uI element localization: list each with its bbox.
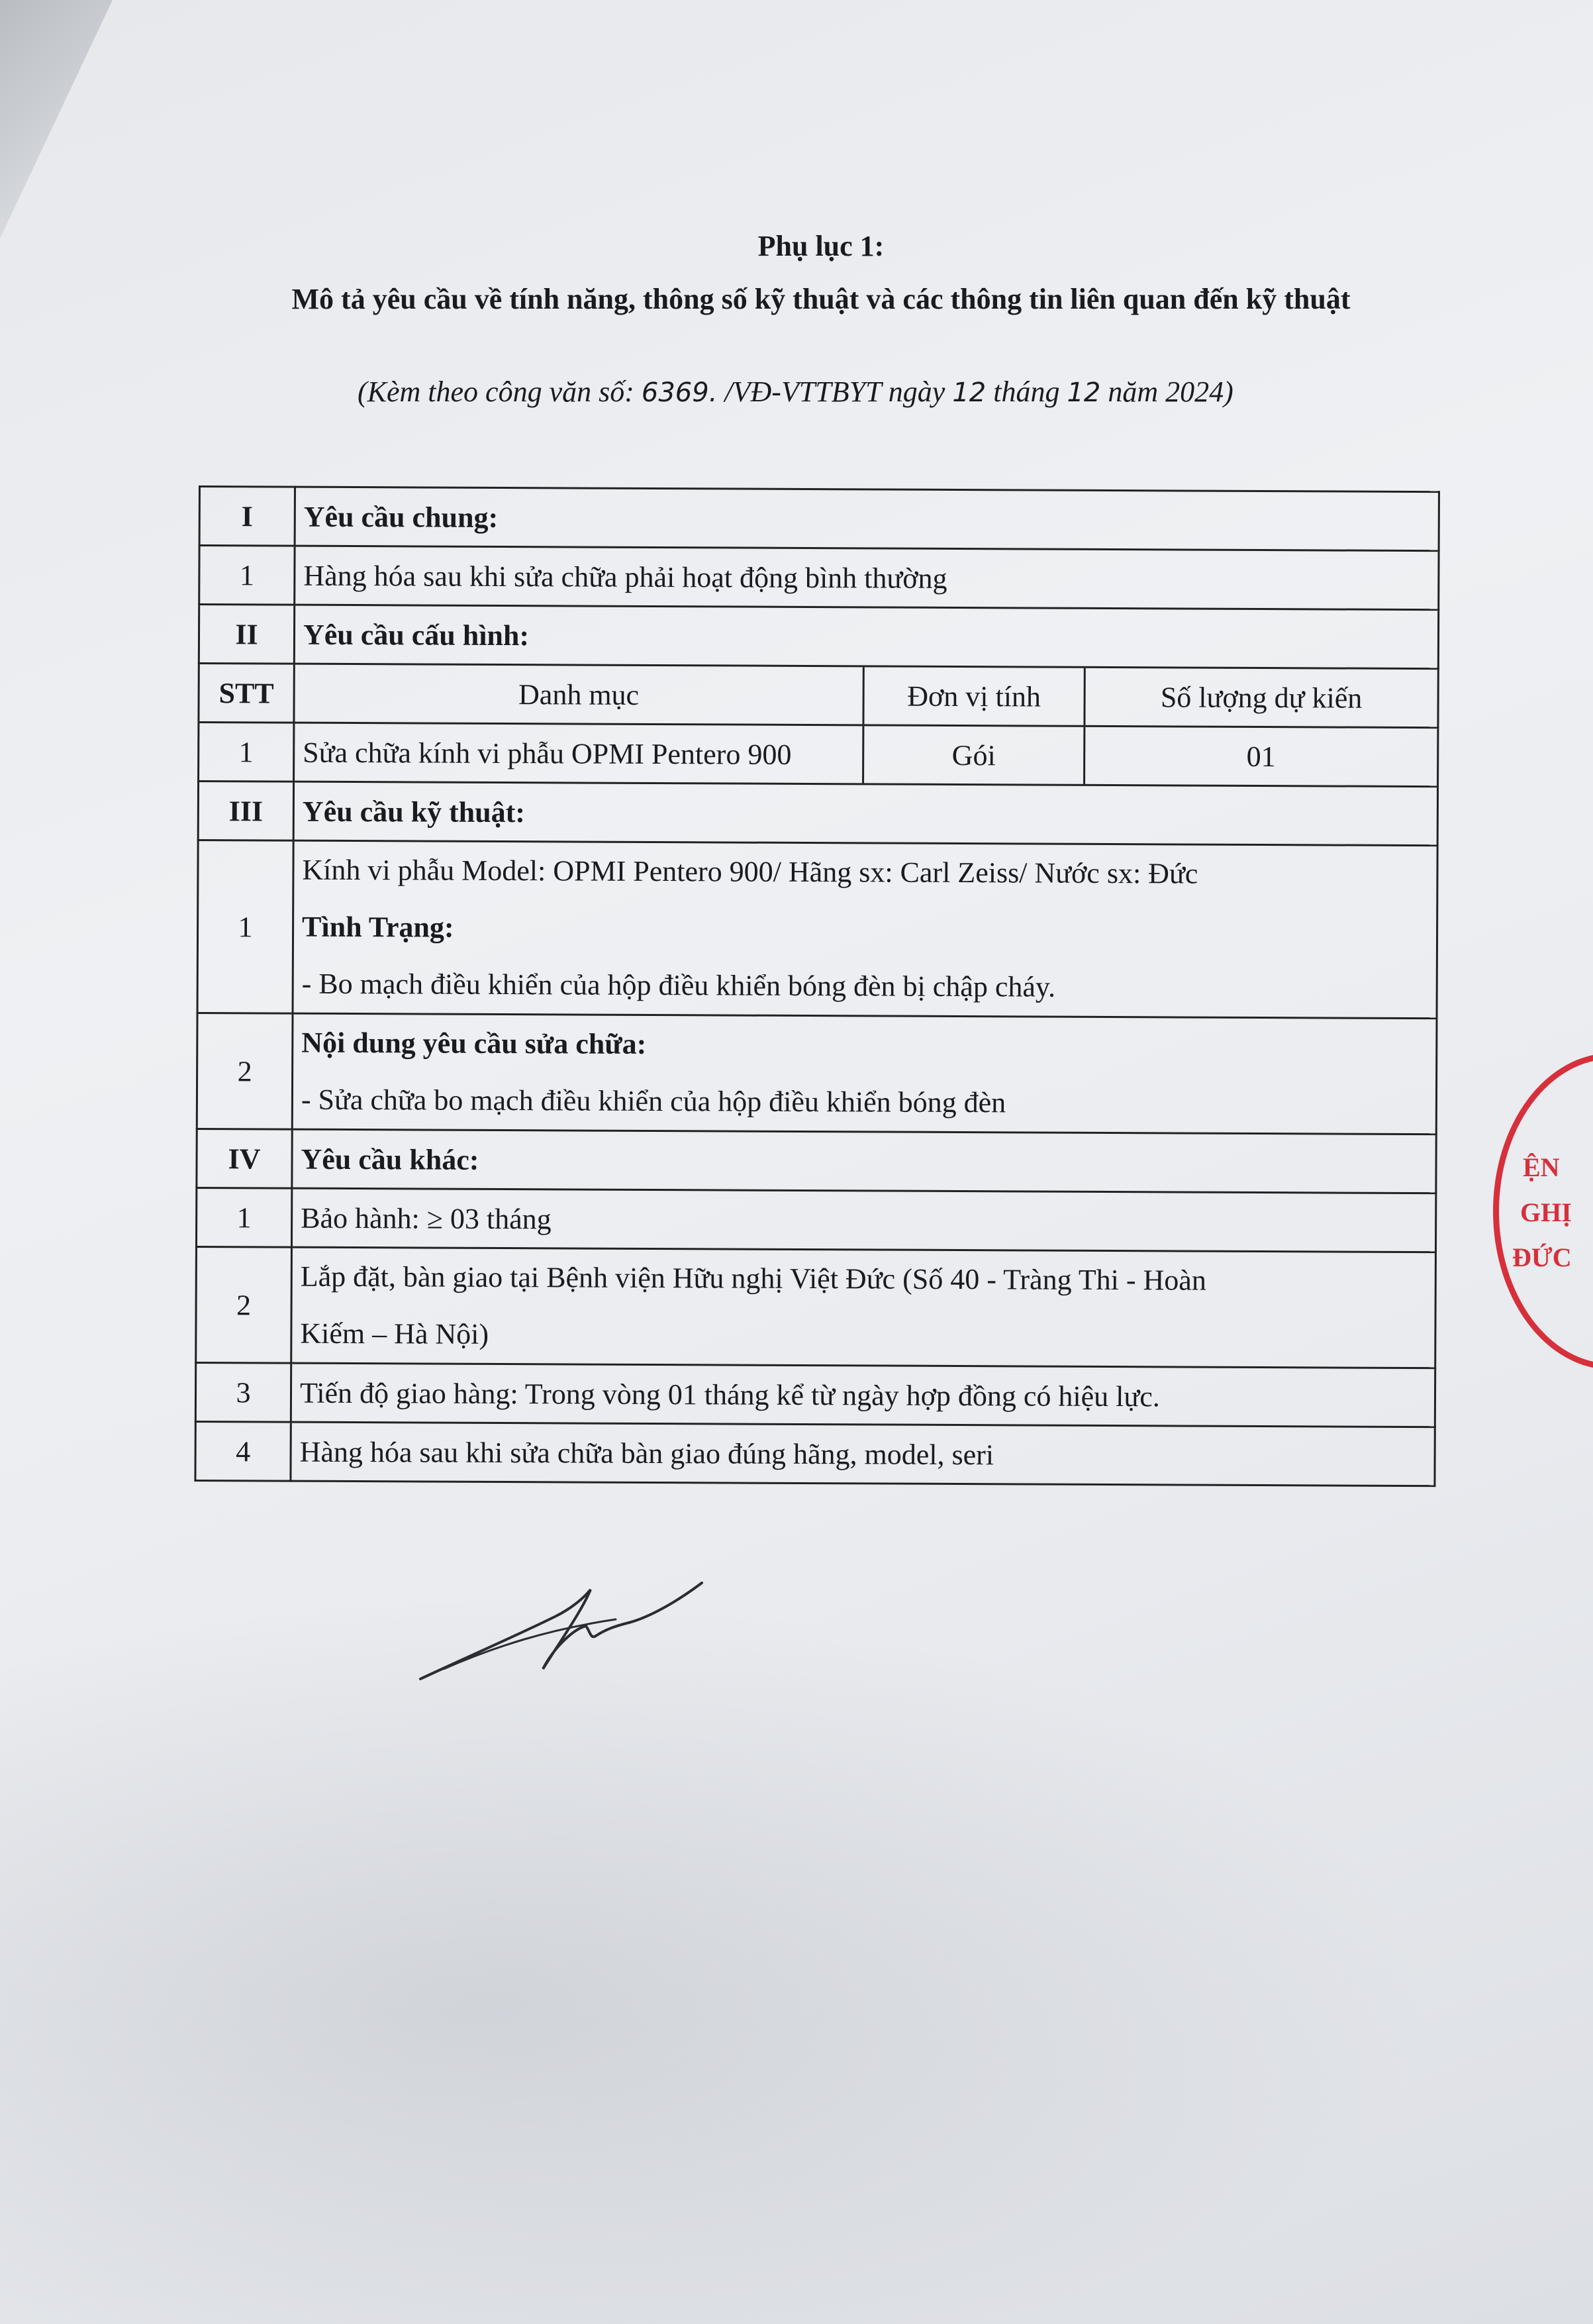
row-text: Tiến độ giao hàng: Trong vòng 01 tháng kể từ ngày hợp đồng có hiệu lực. bbox=[291, 1363, 1435, 1427]
section-header-row bbox=[198, 782, 1437, 846]
device-line: Kính vi phẫu Model: OPMI Pentero 900/ Hãng sx: Carl Zeiss/ Nước sx: Đức bbox=[302, 853, 1198, 890]
row-number: 1 bbox=[197, 840, 293, 1014]
handwritten-doc-number: 6369. bbox=[641, 378, 718, 408]
row-number: 1 bbox=[199, 546, 295, 605]
row-text: Bảo hành: ≥ 03 tháng bbox=[291, 1188, 1435, 1252]
row-text-multiline bbox=[293, 840, 1437, 1019]
header-stt: STT bbox=[199, 664, 294, 723]
row-number: 1 bbox=[196, 1187, 291, 1247]
config-item-row bbox=[199, 723, 1438, 787]
row-text-multiline bbox=[292, 1013, 1437, 1135]
delivery-line-1: Lắp đặt, bàn giao tại Bệnh viện Hữu nghị Việt Đức (Số 40 - Tràng Thi - Hoàn bbox=[300, 1260, 1207, 1297]
section-roman: III bbox=[198, 782, 293, 841]
requirements-table bbox=[194, 485, 1440, 1487]
table-row bbox=[195, 1362, 1435, 1427]
section-header-row bbox=[199, 487, 1439, 551]
repair-label: Nội dung yêu cầu sửa chữa: bbox=[301, 1026, 647, 1060]
appendix-title: Phụ lục 1: bbox=[757, 230, 885, 262]
handwritten-day: 12 bbox=[952, 378, 987, 408]
reference-line bbox=[358, 375, 1233, 409]
header-qty: Số lượng dự kiến bbox=[1160, 680, 1363, 715]
section-header-row bbox=[197, 1129, 1436, 1193]
row-number: 2 bbox=[196, 1246, 292, 1363]
row-number: 1 bbox=[199, 723, 294, 782]
config-item-cells bbox=[294, 723, 1438, 787]
stamp-text-1: ỆN bbox=[1523, 1152, 1560, 1182]
reference-prefix: (Kèm theo công văn số: bbox=[358, 376, 642, 408]
item-name: Sửa chữa kính vi phẫu OPMI Pentero 900 bbox=[295, 724, 864, 783]
stamp-text-3: ĐỨC bbox=[1512, 1242, 1572, 1272]
reference-suffix: năm 2024) bbox=[1100, 376, 1233, 408]
red-seal-stamp bbox=[1493, 1053, 1593, 1370]
section-roman: I bbox=[199, 487, 295, 546]
table-row bbox=[195, 1421, 1435, 1486]
row-number: 2 bbox=[197, 1013, 293, 1129]
row-number: 4 bbox=[195, 1421, 291, 1481]
table-row bbox=[196, 1187, 1435, 1252]
section-roman: II bbox=[199, 605, 294, 664]
row-number: 3 bbox=[195, 1362, 291, 1422]
delivery-line-2: Kiếm – Hà Nội) bbox=[300, 1317, 489, 1350]
table-row bbox=[197, 1013, 1437, 1134]
page-fold bbox=[0, 0, 199, 278]
handwritten-month: 12 bbox=[1067, 378, 1101, 408]
section-title: Yêu cầu cấu hình: bbox=[294, 605, 1438, 669]
section-header-row bbox=[199, 605, 1438, 669]
appendix-description: Mô tả yêu cầu về tính năng, thông số kỹ thuật và các thông tin liên quan đến kỹ thuật bbox=[291, 283, 1351, 315]
row-text: Hàng hóa sau khi sửa chữa bàn giao đúng hãng, model, seri bbox=[291, 1422, 1435, 1486]
section-title: Yêu cầu khác: bbox=[292, 1129, 1436, 1193]
table-row bbox=[196, 1246, 1436, 1368]
reference-month-label: tháng bbox=[986, 376, 1067, 408]
stamp-text-2: GHỊ bbox=[1520, 1197, 1572, 1227]
section-title: Yêu cầu kỹ thuật: bbox=[293, 782, 1437, 846]
header-item: Danh mục bbox=[295, 665, 864, 725]
header-unit: Đơn vị tính bbox=[864, 667, 1085, 725]
repair-text: - Sửa chữa bo mạch điều khiển của hộp điều khiển bóng đèn bbox=[301, 1083, 1006, 1119]
item-unit: Gói bbox=[864, 726, 1085, 783]
reference-middle: /VĐ-VTTBYT ngày bbox=[717, 376, 953, 408]
row-text-multiline bbox=[291, 1247, 1436, 1368]
table-row bbox=[197, 840, 1437, 1019]
section-title: Yêu cầu chung: bbox=[295, 487, 1439, 551]
config-header-row bbox=[199, 664, 1438, 728]
row-text: Hàng hóa sau khi sửa chữa phải hoạt động bình thường bbox=[295, 546, 1439, 610]
table-row bbox=[199, 546, 1439, 610]
config-header-cells bbox=[294, 664, 1438, 728]
item-qty: 01 bbox=[1246, 740, 1276, 773]
section-roman: IV bbox=[197, 1129, 292, 1188]
status-text: - Bo mạch điều khiển của hộp điều khiển bóng đèn bị chập cháy. bbox=[301, 967, 1056, 1003]
status-label: Tình Trạng: bbox=[301, 910, 454, 944]
page-shadow bbox=[0, 1523, 1593, 2324]
signature-icon bbox=[417, 1570, 708, 1689]
